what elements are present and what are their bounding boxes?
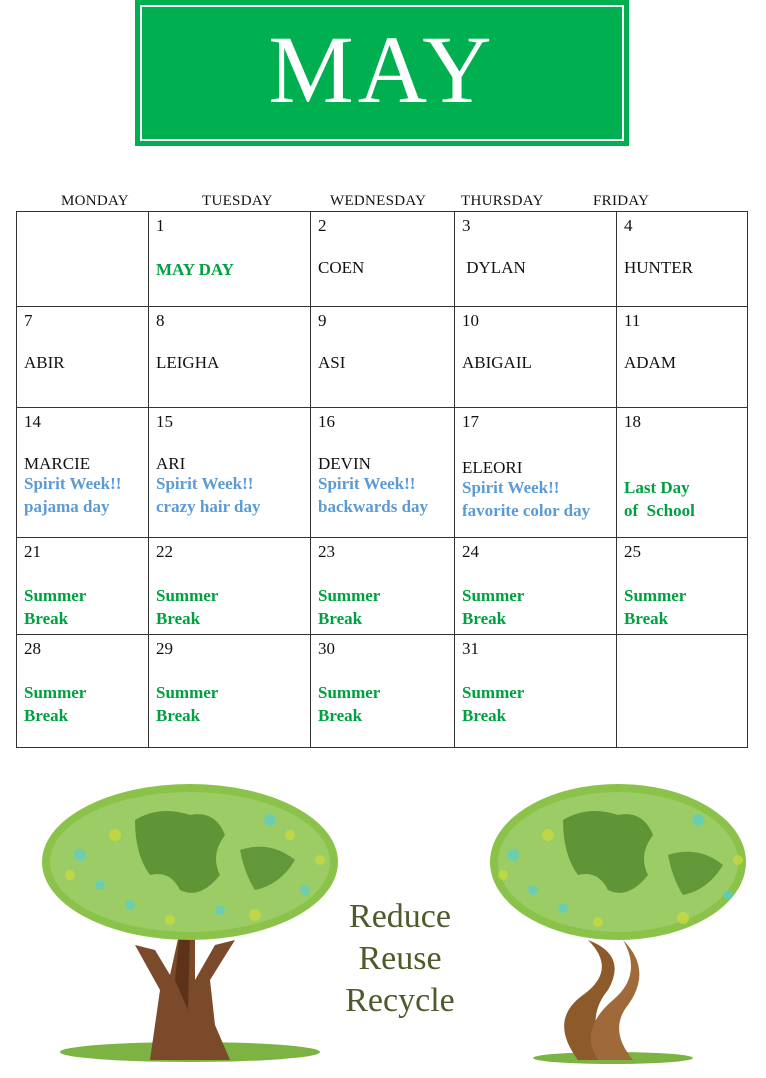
event-text: Summer (318, 683, 381, 702)
calendar-day-cell (455, 408, 617, 538)
day-number: 3 (462, 216, 471, 235)
day-number: 15 (156, 412, 173, 431)
weekday-friday: FRIDAY (593, 193, 650, 209)
day-number: 21 (24, 542, 41, 561)
event-text: Break (462, 609, 507, 628)
event-text: Break (624, 609, 669, 628)
calendar-week-row (17, 635, 748, 748)
birthday-name: DEVIN (318, 454, 371, 473)
event-text: Summer (624, 586, 687, 605)
day-number: 29 (156, 639, 173, 658)
calendar-day-cell (617, 635, 748, 748)
birthday-name: ARI (156, 454, 186, 473)
event-text: Spirit Week!! (24, 474, 122, 493)
event-text: Spirit Week!! (318, 474, 416, 493)
weekday-tuesday: TUESDAY (202, 193, 273, 209)
day-number: 30 (318, 639, 335, 658)
calendar-day-cell (311, 408, 455, 538)
birthday-name: MARCIE (24, 454, 91, 473)
calendar-day-cell (17, 212, 149, 307)
birthday-name: ABIGAIL (462, 353, 532, 372)
birthday-name: ASI (318, 353, 346, 372)
event-text: Summer (156, 586, 219, 605)
month-banner (135, 0, 629, 146)
event-text: of School (624, 501, 695, 520)
day-number: 7 (24, 311, 33, 330)
day-number: 25 (624, 542, 641, 561)
birthday-name: ADAM (624, 353, 676, 372)
calendar-week-row (17, 212, 748, 307)
calendar-day-cell (455, 538, 617, 635)
slogan (330, 896, 470, 1022)
event-text: Break (156, 706, 201, 725)
calendar-day-cell (149, 635, 311, 748)
calendar-day-cell (17, 307, 149, 408)
event-text: Summer (318, 586, 381, 605)
calendar-week-row (17, 538, 748, 635)
calendar-day-cell (617, 538, 748, 635)
calendar-day-cell (149, 307, 311, 408)
calendar-day-cell (149, 408, 311, 538)
event-text: Summer (24, 586, 87, 605)
day-number: 2 (318, 216, 327, 235)
calendar-day-cell (455, 635, 617, 748)
event-text: Break (318, 609, 363, 628)
slogan-reuse: Reuse (358, 940, 442, 977)
calendar-week-row (17, 408, 748, 538)
event-text: Break (318, 706, 363, 725)
weekday-monday: MONDAY (61, 193, 129, 209)
day-number: 14 (24, 412, 41, 431)
calendar-day-cell (17, 408, 149, 538)
day-number: 24 (462, 542, 479, 561)
slogan-recycle: Recycle (345, 982, 455, 1019)
event-text: backwards day (318, 497, 429, 516)
day-number: 10 (462, 311, 479, 330)
day-number: 28 (24, 639, 41, 658)
event-text: MAY DAY (156, 260, 234, 279)
birthday-name: ELEORI (462, 458, 523, 477)
calendar-day-cell (311, 635, 455, 748)
day-number: 1 (156, 216, 165, 235)
event-text: Break (24, 609, 69, 628)
calendar-day-cell (311, 212, 455, 307)
birthday-name: HUNTER (624, 258, 693, 277)
birthday-name: ABIR (24, 353, 65, 372)
calendar-day-cell (17, 538, 149, 635)
birthday-name: LEIGHA (156, 353, 220, 372)
calendar-grid (16, 211, 748, 748)
slogan-reduce: Reduce (349, 898, 451, 935)
calendar-day-cell (617, 408, 748, 538)
event-text: Spirit Week!! (156, 474, 254, 493)
calendar-day-cell (455, 212, 617, 307)
event-text: Summer (156, 683, 219, 702)
day-number: 4 (624, 216, 633, 235)
weekday-wednesday: WEDNESDAY (330, 193, 427, 209)
calendar-day-cell (617, 212, 748, 307)
day-number: 11 (624, 311, 641, 330)
day-number: 23 (318, 542, 335, 561)
event-text: Break (24, 706, 69, 725)
event-text: Summer (462, 586, 525, 605)
day-number: 8 (156, 311, 165, 330)
event-text: Summer (24, 683, 87, 702)
event-text: pajama day (24, 497, 110, 516)
tree-globe-right-image (488, 780, 756, 1070)
calendar-day-cell (617, 307, 748, 408)
day-number: 16 (318, 412, 335, 431)
day-number: 9 (318, 311, 327, 330)
tree-globe-left-image (40, 780, 340, 1070)
calendar-day-cell (149, 212, 311, 307)
calendar-week-row (17, 307, 748, 408)
calendar-day-cell (311, 538, 455, 635)
day-number: 17 (462, 412, 479, 431)
day-number: 22 (156, 542, 173, 561)
event-text: Break (156, 609, 201, 628)
birthday-name: COEN (318, 258, 365, 277)
event-text: Last Day (624, 478, 690, 497)
calendar-day-cell (17, 635, 149, 748)
event-text: Summer (462, 683, 525, 702)
event-text: favorite color day (462, 501, 591, 520)
month-title: MAY (268, 16, 496, 123)
event-text: crazy hair day (156, 497, 261, 516)
calendar-day-cell (149, 538, 311, 635)
calendar-day-cell (311, 307, 455, 408)
event-text: Break (462, 706, 507, 725)
birthday-name: DYLAN (462, 258, 526, 277)
weekday-thursday: THURSDAY (461, 193, 544, 209)
day-number: 18 (624, 412, 641, 431)
event-text: Spirit Week!! (462, 478, 560, 497)
calendar-day-cell (455, 307, 617, 408)
day-number: 31 (462, 639, 479, 658)
